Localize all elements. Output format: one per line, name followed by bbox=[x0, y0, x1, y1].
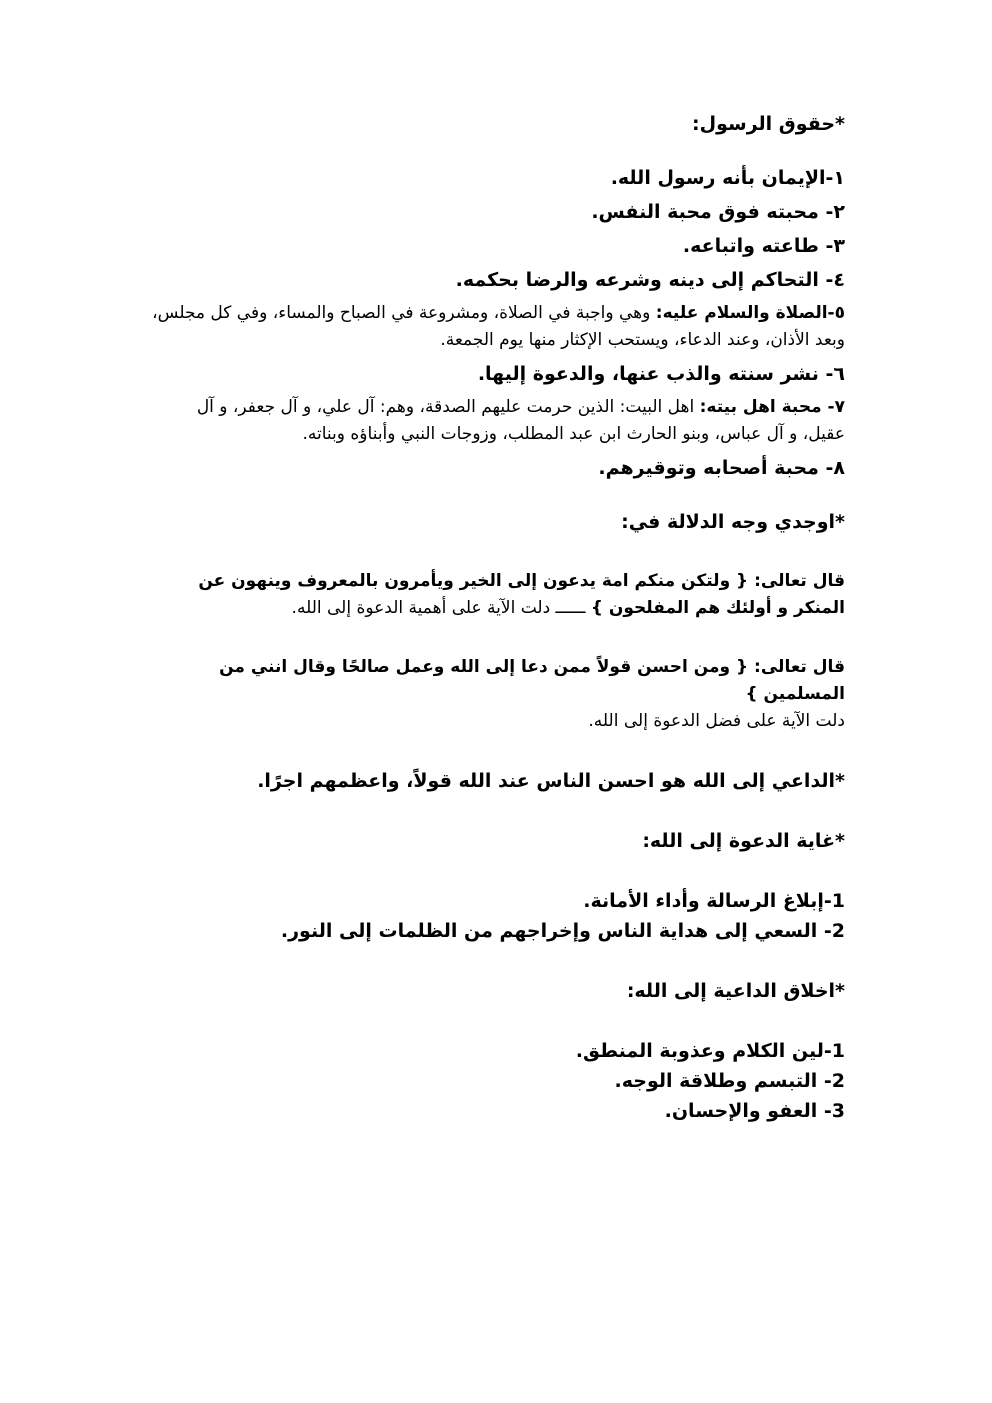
verse-1-text: قال تعالى: { ولتكن منكم امة يدعون إلى الخير ويأمرون بالمعروف وينهون عن المنكر و أولئك هم المفلحون } bbox=[198, 571, 845, 618]
rights-item-5-lead: ٥-الصلاة والسلام عليه: bbox=[655, 303, 845, 323]
rights-heading: *حقوق الرسول: bbox=[692, 113, 845, 135]
verse-2 bbox=[150, 654, 845, 735]
ethics-item-1: 1-لين الكلام وعذوبة المنطق. bbox=[575, 1040, 845, 1062]
document-page bbox=[150, 110, 845, 1125]
ethics-item-3: 3- العفو والإحسان. bbox=[664, 1100, 845, 1122]
caller-statement: *الداعي إلى الله هو احسن الناس عند الله قولاً، واعظمهم اجرًا. bbox=[257, 770, 845, 792]
verse-2-inference: دلت الآية على فضل الدعوة إلى الله. bbox=[588, 711, 845, 731]
rights-item-7-text: اهل البيت: الذين حرمت عليهم الصدقة، وهم: آل علي، و آل جعفر، و آل عقيل، و آل عباس، وبنو الحارث ابن عبد المطلب، وزوجات النبي وأبناؤه وبناته. bbox=[196, 397, 845, 444]
verse-2-text: قال تعالى: { ومن احسن قولاً ممن دعا إلى الله وعمل صالحًا وقال انني من المسلمين } bbox=[219, 657, 845, 704]
rights-item-3: ٣- طاعته واتباعه. bbox=[682, 235, 845, 257]
verse-1 bbox=[150, 568, 845, 622]
goal-item-1: 1-إبلاغ الرسالة وأداء الأمانة. bbox=[583, 890, 845, 912]
rights-item-4: ٤- التحاكم إلى دينه وشرعه والرضا بحكمه. bbox=[455, 269, 845, 291]
verse-1-inference: ــــــ دلت الآية على أهمية الدعوة إلى الله. bbox=[291, 598, 591, 618]
rights-item-5-text: وهي واجبة في الصلاة، ومشروعة في الصباح والمساء، وفي كل مجلس، وبعد الأذان، وعند الدعاء، ويستحب الإكثار منها يوم الجمعة. bbox=[152, 303, 845, 350]
goal-heading: *غاية الدعوة إلى الله: bbox=[642, 830, 845, 852]
ethics-item-2: 2- التبسم وطلاقة الوجه. bbox=[614, 1070, 845, 1092]
ethics-heading: *اخلاق الداعية إلى الله: bbox=[626, 980, 845, 1002]
rights-item-8: ٨- محبة أصحابه وتوقيرهم. bbox=[598, 457, 845, 479]
rights-item-6: ٦- نشر سنته والذب عنها، والدعوة إليها. bbox=[477, 363, 845, 385]
rights-item-1: ١-الإيمان بأنه رسول الله. bbox=[610, 167, 845, 189]
evidence-heading: *اوجدي وجه الدلالة في: bbox=[621, 511, 845, 533]
rights-item-2: ٢- محبته فوق محبة النفس. bbox=[591, 201, 845, 223]
goal-item-2: 2- السعي إلى هداية الناس وإخراجهم من الظلمات إلى النور. bbox=[280, 920, 845, 942]
rights-item-7-lead: ٧- محبة اهل بيته: bbox=[699, 397, 845, 417]
rights-item-5 bbox=[150, 300, 845, 354]
rights-item-7 bbox=[150, 394, 845, 448]
